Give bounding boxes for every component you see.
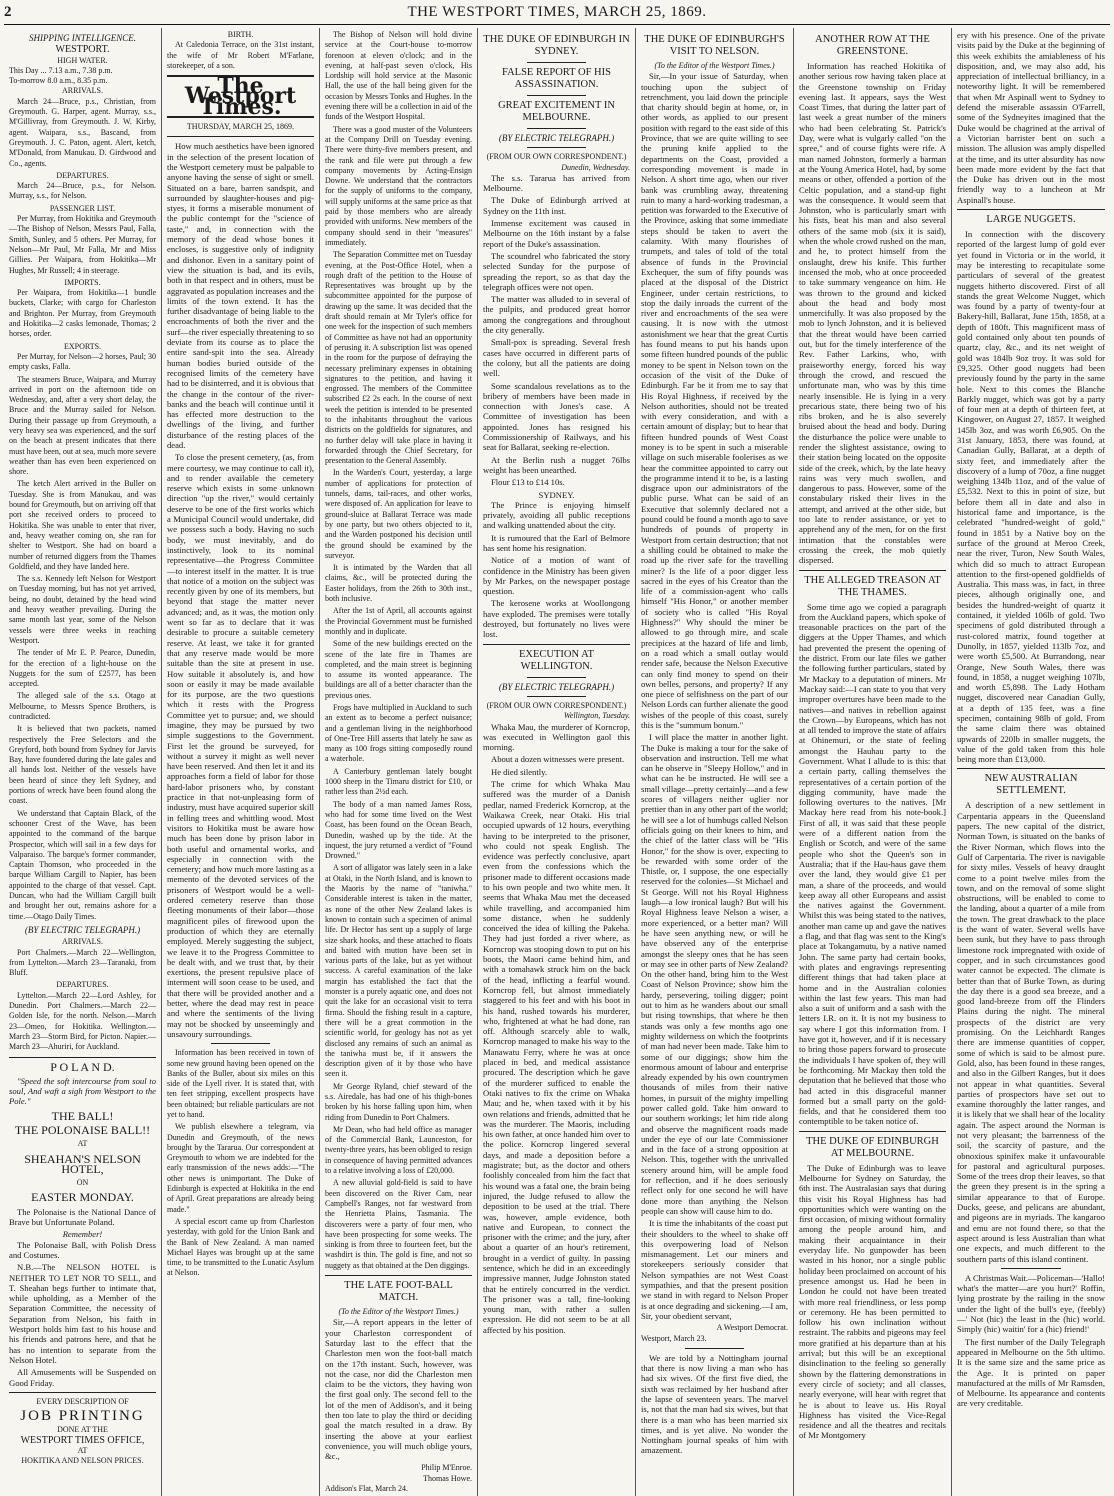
divider <box>527 62 586 63</box>
local-news-3: A special escort came up from Charleston yesterday, with gold for the Union Bank and the Bank of New Zealand. A man named Michael Hayes was brought up at the same time, to be transmitted to the Lunatic Asylum at Nelson. <box>167 1216 314 1278</box>
duke-paragraph-4: The scoundrel who fabricated the story selected Sunday for the purpose of spreading the report, so as that day the telegraph offices were not open. <box>483 250 630 292</box>
duke-nelson-signature: A Westport Democrat. <box>716 1323 788 1333</box>
excitement-heading: GREAT EXCITEMENT IN MELBOURNE. <box>498 100 615 123</box>
port-name: WESTPORT. <box>55 44 110 56</box>
local-news-12: A Canterbury gentleman lately bought 1000 sheep in the Timaru district for £10, or rather less than 2½d each. <box>325 766 472 797</box>
local-news-6: The Separation Committee met on Tuesday evening, at the Post-Office Hotel, when a rough draft of the petition to the House of Representatives was brought up by the subcommittee appointed for the purpose of drawing up the same. It was decided that the draft should remain at Mr Tyler's office for one week for the inspection of such members of Committee as have not had an opportunity of perusing it. A subscription list was opened in the room for the purpose of defraying the necessary preliminary expenses in obtaining signatures to the petition, and having it engrossed. The members of the Committee subscribed £2 2s each. In the course of next week the petition is intended to be presented to the inhabitants throughout the various districts on the goldfields for signatures, and no further delay will take place in having it forwarded through the Chief Secretary, for presentation to the General Assembly. <box>325 250 472 466</box>
local-news-4: The Bishop of Nelson will hold divine service at the Court-house to-morrow forenoon at eleven o'clock; and in the evening, at half-past seven o'clock, His Lordship will hold service at the Masonic Hall, the use of the hall being given for the occasion by Messrs Tonks and Hughes. In the evening there will be a collection in aid of the funds of the Westport Hospital. <box>325 30 472 122</box>
exports-heading: EXPORTS. <box>63 341 102 351</box>
column-5 <box>636 28 794 1496</box>
divider <box>685 1348 744 1349</box>
newspaper-title: THE WESTPORT TIMES, MARCH 25, 1869. <box>407 4 707 20</box>
duke-nelson-paragraph-2: I will place the matter in another light. The Duke is making a tour for the sake of observation and instruction. Tell me what can he observe in "Sleepy Hollow," and in what can he be instructed. He will see a small village—pretty certainly—and a few scores of villagers neither uglier nor prettier than in any other part of the world; he will see a lot of humbugs called Nelson officials going on their knees to him, and the chief of the latter class will be "His Honor," for the show is over, expecting to be rewarded with some order of the Thistle, or, I suppose, the one especially reserved for the colonies—St Michael and St George. Will not his Royal Highness laugh—a low ironical laugh? But will his Royal Highness leave Nelson a wiser, a more experienced, or a better man? Will he have seen anything new, or will he have observed any of the enterprise amongst the sleepy ones that he has seen or may see in other parts of New Zealand? On the other hand, bring him to the West Coast of Nelson Province; show him the hardy, persevering, toiling digger; point out to him as he wanders about our small but rising townships, that where he then stands was only a few months ago one mighty wilderness on which the footprints of man had never been made. Take him to some of our diggings; show him the enormous amount of labour and enterprise already expended by his own countrymen thousands of miles from their native homes, in pursuit of the mighty impelling power called gold. Take him onward to our southern workings; let him ride along and observe the magnificent roads made under the eye of our late Commissioner and in the face of a strong opposition at Nelson. This, together with the unrivalled scenery around him, will be ample food for reflection, and if he does seriously reflect only for one second he will have done more than anything the Nelson people can show will cause him to do. <box>641 732 789 1216</box>
nuggets-paragraph: In connection with the discovery reported of the largest lump of gold ever yet found in Victoria or in the world, it may be interesting to recapitulate some particulars of several of the greatest nuggets hitherto discovered. First of all stands the great Welcome Nugget, which was found by a party of twenty-four at Bakery-hill, Ballarat, June 15th, 1858, at a depth of 180ft. This magnificent mass of gold contained only about ten pounds of quartz, clay, &c., and its net weight of gold was 184lb 9oz troy. It was sold for £9,325. Other good nuggets had been previously found by the party in the same hole. Next to this comes the Blanche Barkly nugget, which was got by a party of four men at a depth of thirteen feet, at Kingower, on August 27, 1857. It weighed 145lb 3oz, and was worth £6,905. On the 31st January, 1853, there was found, at Canadian Gully, Ballarat, at a depth of sixty feet, and immediately after the discovery of a lump of 70oz, a fine nugget weighing 134lb 11oz, and of the value of £5,532. Next to this in point of size, but before them all in date and also in historical fame and importance, is the celebrated "hundred-weight of gold," found in 1851 by a Native boy on the surface of the ground at Meroo Creek, near the river, Turon, New South Wales, which did so much to attract European attention to the first-opened goldfields of Australia. This mass was, in fact, in three pieces, although originally one, and besides the hundred-weight of quartz it contained, it yielded 106lb of gold. Two specimens of gold distributed through a rust-colored matrix, found together at Dunolly, in 1857, yielded 113lb 7oz, and were worth £5,500. At Burrandong, near Orange, New South Wales, there was found, in 1858, a nugget weighing 107lb, and worth £5,898. The Lady Hotham nugget, discovered near Canadian Gully, at a depth of 135 feet, was a fine specimen, containing 98lb of gold. From the same claim there was obtained upwards of 220lb in smaller nuggets, the value of the gold taken from this hole being more than £13,000. <box>957 229 1105 765</box>
imports-heading: IMPORTS. <box>64 277 101 287</box>
job-printing-heading: JOB PRINTING <box>20 1408 145 1425</box>
birth-heading: BIRTH. <box>227 30 254 39</box>
duke-nelson-signature-place: Westport, March 23. <box>641 1333 707 1343</box>
shipping-news-5: The alleged sale of the s.s. Otago at Melbourne, to Messrs Spence Brothers, is contradicted. <box>9 691 156 721</box>
shipping-news-6: It is believed that two packets, named respectively the Free Selectors and the Greyford, both bound from Sydney for Jarvis Bay, have foundered during the late gales and all hands lost. Neither of the vessels have been heard of since they left Sydney, and portions of wreck have been found along the coast. <box>9 724 156 806</box>
greenstone-paragraph: Information has reached Hokitika of another serious row having taken place at the Greenstone township on Friday evening last. It appears, says the West Coast Times, that during the latter part of last week a great number of the miners who had been celebrating St. Patrick's Day, were what is vulgarly called "on the spree," and of course fights were rife. A man named Johnston, formerly a barman at the Young America Hotel, had, by some means or other, offended a portion of the Celtic population, and a stand-up fight was the consequence. It would seem that Johnston, who is particularly smart with his fists, beat his man and also several others of the same mob (six it is said), when the whole crowd rushed on the man, and he, to protect himself from the onslaught, drew his knife. This further incensed the mob, who at once proceeded to take summary vengeance on him. He was thrown to the ground and kicked about the head and body most unmercifully. It was also proposed by the mob to lynch Johnston, and it is believed that the threat would have been carried out, but for the timely interference of the Rev. Father Larkins, who, with praiseworthy energy, forced his way through the crowd, and rescued the unfortunate man, who was by this time nearly insensible. He is lying in a very precarious state, there being two of his ribs broken, and he is also severely bruised about the head and body. During the disturbance the police were unable to render the slightest assistance, owing to their station being located on the opposite side of the creek, which, by the late heavy rains was very much swollen, and dangerous to pass. However, some of the constabulary risked their lives in the attempt, and arrived at the other side, but too late to render assistance, or yet to apprehend any of the men, for on the first intimation that the constables were crossing the creek, the mob quietly dispersed. <box>799 61 946 566</box>
job-line-3: DONE AT THE <box>57 1425 108 1435</box>
execution-correspondent-label: (FROM OUR OWN CORRESPONDENT.) <box>486 700 627 710</box>
editorial-date: THURSDAY, MARCH 25, 1869. <box>186 122 295 132</box>
shipping-news-2: The ketch Alert arrived in the Buller on Tuesday. She is from Manukau, and was bound for Greymouth, but on arriving off that port she received orders to proceed to Hokitika. She was unable to enter that river, and, heavy weather coming on, she ran for shelter to Westport. She had on board a number of returned diggers from the Thames Goldfield, and they have landed here. <box>9 479 156 571</box>
football-heading: THE LATE FOOT-BALL MATCH. <box>344 1280 453 1304</box>
duke-paragraph-6: Small-pox is spreading. Several fresh cases have occurred in different parts of the colony, but all the patients are doing well. <box>483 337 630 379</box>
treason-paragraph: Some time ago we copied a paragraph from the Auckland papers, which spoke of treasonable practices on the part of the diggers at the Upper Thames, and which had prevented the present the opening of the district. From our late files we gather the following further particulars, stated by Mr Mackay to a deputation of miners. Mr Mackay said:—I can state to you that very improper overtures have been made to the natives—and natives in rebellion against the Crown—by Europeans, which has not at all tended to improve the state of affairs at Ohinemuri, or the state of feeling amongst the Hauhau party to the Government. What I allude to is this: that a certain party, calling themselves the representatives of a certain portion of the digging community, have made the following overtures to the natives. [Mr Mackay here read from his note-book.] First of all, it was said that these people were of a different nation from the English or Scotch, and were of the same people who shot the Queen's son in Australia; that if the Hau-haus gave them over the land, they would give £1 per man, a share of the proceeds, and would keep away all other Europeans and assist the natives against the Government. Whilst this was being stated to the natives, another man came up and gave the natives a flag, and that flag was sent to the King's place at Tokangamutu, by a native named John. The same party had certain books, with plates and engravings representing different things that had taken place at home and in the Australian colonies within the last few years. This man had also a suit of uniform and a sash with the letters I.R. on it. It is not my business to say where I got this information from. I have got it, however, and if it is necessary to bring those papers forward to prosecute the individuals I have spoken of, they will be forthcoming. Mr Mackay then told the deputation that he believed that those who had acted in this disgraceful manner formed but a small party on the gold-fields, and that he considered them too contemptible to be taken notice of. <box>799 601 946 1127</box>
amusements-notice: All Amusements will be Suspended on Good Friday. <box>9 1367 156 1388</box>
duke-paragraph-7: Some scandalous revelations as to the bribery of members have been made in connection with Jones's case. A Committee of investigation has been appointed. Jones has resigned his Commissionership of Railways, and his seat for Ballarat, seeking re-election. <box>483 380 630 453</box>
telegraph-heading: (BY ELECTRIC TELEGRAPH.) <box>24 924 141 935</box>
tel-arrivals-heading: ARRIVALS. <box>62 937 103 947</box>
divider <box>527 128 586 129</box>
local-news-7: In the Warden's Court, yesterday, a large number of applications for protection of tunnels, dams, tail-races, and other works, were disposed of. An application for leave to ground-sluice at Ballarat Terrace was made by one party, but two others objected to it, and the Warden postponed his decision until the ground should be examined by the surveyor. <box>325 468 472 560</box>
football-subheading: (To the Editor of the Westport Times.) <box>338 1307 459 1317</box>
ball-text: The Polonaise is the National Dance of Brave but Unfortunate Poland. <box>9 1206 156 1228</box>
sydney-paragraph-4: The kerosene works at Woollongong have exploded. The premises were totally destroyed, but fortunately no lives were lost. <box>483 598 630 640</box>
sydney-paragraph-2: It is rumoured that the Earl of Belmore has sent home his resignation. <box>483 532 630 553</box>
divider <box>1001 1268 1060 1269</box>
column-2 <box>162 28 320 1496</box>
editorial-flag: The Westport Times. <box>184 73 297 120</box>
poland-heading: P O L A N D. <box>50 1059 115 1074</box>
false-report-heading: FALSE REPORT OF HIS ASSASSINATION. <box>502 67 611 90</box>
correspondent-label: (FROM OUR OWN CORRESPONDENT.) <box>486 152 627 162</box>
tel-arrivals-text: Port Chalmers.—March 22—Wellington, from Lyttelton.—March 23—Taranaki, from Bluff. <box>9 947 156 978</box>
tides-today: This Day ... 7.13 a.m., 7.38 p.m. <box>9 65 113 75</box>
execution-paragraph-3: He died silently. <box>491 766 548 777</box>
shipping-news-7: We understand that Captain Black, of the schooner Crest of the Wave, has been appointed to the command of the barque Prospector, which will sail in a few days for Valparaiso. The barque's former commander, Captain Thomson, who proceeded in the barque William Cargill to Napier, has been appointed to the charge of that vessel. Capt. Duncan, who had the William Cargill built and brought her out, remains ashore for a time.—Otago Daily Times. <box>9 808 156 921</box>
football-signature-1: Philip M'Enroe. <box>421 1463 472 1473</box>
greenstone-heading: ANOTHER ROW AT THE GREENSTONE. <box>815 34 930 57</box>
local-news-14: A sort of alligator was lately seen in a lake at Otaki, in the North Island, and is known to the Maoris by the name of "taniwha." Considerable interest is taken in the matter, as none of the other New Zealand lakes is known to contain such a specimen of animal life. Dr Hector has sent up a supply of large size shark hooks, and these attached to floats and baited with mutton have been set in various parts of the lake, but as yet without success. A careful examination of the lake margin has established the fact that the monster is a purely aquatic one, and does not quit the lake for an occasional visit to terra firma. Should the fishing result in a capture, there will be a great commotion in the scientific world, for geology has not as yet disclosed any remains of such an animal as the taniwha must be, if it answers the description given of it by those who have seen it. <box>325 863 472 1079</box>
local-news-9: After the 1st of April, all accounts against the Provincial Government must be furnished monthly and in duplicate. <box>325 606 472 636</box>
divider <box>527 677 586 678</box>
masthead-rule <box>4 24 1110 25</box>
duke-nelson-paragraph-3: It is time the inhabitants of the coast put their shoulders to the wheel to shake off this overpowering load of Nelson mismanagement. Let our miners and storekeepers seriously consider that Nelson sympathies are not West Coast sympathies, and that the present position we stand in with regard to Nelson Proper is at once degrading and sickening.—I am, Sir, your obedient servant, <box>641 1218 789 1321</box>
divider <box>167 136 314 137</box>
duke-nelson-paragraph-1: Sir,—In your issue of Saturday, when touching upon the subject of retrenchment, you laid down the principle that charity should begin at home, or, in other words, as applied to our present position with regard to the east side of this Province, that we are quite willing to see the pruning knife applied to the departments on the Coast, provided a corresponding movement is made in Nelson. A short time ago, when our river bank was crumbling away, threatening ruin to many a hard-working tradesman, a petition was forwarded to the Executive of the Province, asking that some immediate steps should be taken to avert the calamity. With many flourishes of trumpets, and tales of told of the total absence of funds in the Provincial Exchequer, the sum of fifty pounds was placed at the disposal of the District Engineer, under certain restrictions, to stop the daily inroads the current of the river and encroachments of the sea were causing. It is now with the utmost astonishment we hear that the great Curtis has found means to put his hands upon some fifteen hundred pounds of the public money to be spent in Nelson town on the occasion of the visit of the Duke of Edinburgh. Far be it from me to say that His Royal Highness, if received by the Nelson authorities, should not be treated with every consideration, and with a certain amount of display; but to hear that fifteen hundred pounds of West Coast money is to be spent in such a miserable village on such miserable foolerises as we hear the committee appointed to carry out the programme intend it to be, is a lasting disgrace upon our administrators of the public purse. What can be said of an Executive that solemnly declared not a pound could be found a month ago to save hundreds of pounds of property in Westport from certain destruction; that not a shilling could be obtained to make the road up the river safe for the travelling miner? Is the life of a poor digger less sacred in the eyes of his Creator than the life of a commission-agent who calls himself "His Honor," or another member of society who is called "His Royal Highness?" Why should the miner be allowed to go through mire, and scale precipices at the hazard of life and limb, on a road which a small outlay would render safe, because the Nelson Executive can only find money to spend on their own belles, persons, and property? If any one piece of selfishness on the part of our Nelson Lords can further alienate the good wishes of the people of this coast, surely this is the "summum bonum." <box>641 71 788 730</box>
shipping-news-1: The steamers Bruce, Waipara, and Murray arrived in port on the afternoon tide on Wednesday, and, after a very short delay, the Bruce and the Murray sailed for Nelson. During their passage up from Greymouth, a very heavy sea was experienced, and the surf on the beach at present indicates that there must have been, out at sea, much more severe weather than has even been experienced on shore. <box>9 374 156 477</box>
tides-heading: HIGH WATER. <box>57 55 108 65</box>
settlement-heading: NEW AUSTRALIAN SETTLEMENT. <box>984 773 1078 797</box>
tel-departures-text: Lyttelton.—March 22—Lord Ashley, for Dunedin. Port Chalmers.—March 22—Golden Isle, for the north. Nelson.—March 23—Omeo, for Hokitika. Wellington.—March 23—Storm Bird, for Picton. Napier.—March 23—Ahuriri, for Auckland. <box>9 990 156 1052</box>
football-signature-2: Thomas Howe. <box>423 1473 472 1483</box>
birth-text: At Caledonia Terrace, on the 31st instant, the wife of Mr Robert M'Farlane, storekeeper, of a son. <box>167 40 314 70</box>
local-news-1: Information has been received in town of some new ground having been opened on the Banks of the Buller, about six miles on this side of the Lyell river. It is stated that, with ten feet stripping, excellent prospects have been obtained; but reliable particulars are not yet to hand. <box>167 1048 314 1119</box>
local-news-11: Frogs have multiplied in Auckland to such an extent as to become a perfect nuisance; and a gentleman living in the neighborhood of One-Tree Hill asserts that lately he saw as many as 100 frogs sitting composedly round a waterhole. <box>325 703 472 764</box>
ball-on: ON <box>76 1178 89 1188</box>
six-wives-paragraph: We are told by a Nottingham journal that there is now living a man who has had six wives. Of the first five died, the sixth was reclaimed by her husband after the lapse of seventeen years. The marvel is, not that the man had six wives, but that there is a man who has been married six times, and is yet alive. No wonder the Nottingham journal speaks of him with amazement. <box>641 1352 788 1456</box>
football-letter: Sir,—A report appears in the letter of your Charleston correspondent of Saturday last to the effect that the Charleston men won the foot-ball match on the 17th instant. Such, however, was not the case, nor did the Charleston men claim to be the victors, they having won the first goal only. The second fell to the lot of the men of Addison's, and it being then too late to play the third or deciding goal the match resulted in a draw. By inserting the above at your earliest convenience, you will much oblige yours, &c., <box>325 1317 472 1462</box>
remember-text: The Polonaise Ball, with Polish Dress and Costumes. <box>9 1239 156 1260</box>
easter-monday: EASTER MONDAY. <box>31 1190 134 1205</box>
job-line-5: AT <box>77 1446 88 1455</box>
sydney-heading: SYDNEY. <box>538 489 575 500</box>
execution-paragraph-4: The crime for which Whaka Mau suffered was the murder of a Danish pedlar, named Frederick Korncrop, at the Waikawa Creek, near Otaki. His trial occupied upwards of 12 hours, everything having to be interpreted to the prisoner, who could not speak English. The evidence was perfectly conclusive, apart even from the confessions which the prisoner made to different occasions made to his own people and two white men. It seems that Whaka Mau met the deceased while travelling, and accompanied him some distance, when he suddenly conceived the idea of killing the Pakeha. They had just forded a river where, as Korncrop was stooping down to put on his boots, the Maori came behind him, and with a tomahawk struck him on the back of the head, inflicting a fearful wound. Korncrop fell, but almost immediately staggered to his feet and with his boot in his hand, rushed towards his murderer, who, frightened at what he had done, ran off. Although scarcely able to walk, Korncrop managed to make his way to the Manawatu Ferry, where he was at once placed in bed, and medical assistance procured. The description which he gave of the murderer sufficed to enable the Otaki natives to fix the crime on Whaka Mau; and he, when taxed with it by his own relations and friends, admitted that he was the murderer. The Maoris, including his own father, at once handed him over to the police. Korncrop lingered several days, and made a deposition before a magistrate; but, as the doctor and others foolishly concealed from him the fact that his wound was a fatal one, the brain being injured, the Judge refused to allow the deposition to be used at the trial. There was, however, ample evidence, both native and European, to connect the prisoner with the crime; and the jury, after about a quarter of an hour's retirement, brought in a verdict of guilty. In passing sentence, which he did in an exceedingly impressive manner, Judge Johnston stated that he entirely concurred in the verdict. The prisoner was a tall, fine-looking young man, with rather a sullen expression. He did not seem to be at all affected by his position. <box>483 779 630 1335</box>
execution-dateline: Wellington, Tuesday. <box>563 711 630 721</box>
tides-tomorrow: To-morrow 8.0 a.m., 8.35 p.m. <box>9 76 108 86</box>
passenger-text: Per Murray, from Hokitika and Greymouth—The Bishop of Nelson, Messrs Paul, Falla, Smith, Sunley, and 5 others. Per Murray, for Nelson—Mr Paul, Mr Falla, Mr and Miss Gillies. Per Waipara, from Hokitika—Mr Hughes, Mr Russell; 4 in steerage. <box>9 214 156 275</box>
christmas-wait-paragraph: A Christmas Wait.—Policeman—'Hallo! what's the matter—are you hurt?' Roffin, lying prostrate by the railing in the snow under the light of the bull's eye, (feebly)—' Not (hic) the least in the (hic) world. Simply (hic) waitin' for a (hic) friend!' <box>957 1272 1105 1335</box>
execution-heading: EXECUTION AT WELLINGTON. <box>519 648 594 672</box>
divider <box>483 644 630 645</box>
poland-quote: "Speed the soft intercourse from soul to soul, And waft a sigh from Westport to the Pole." <box>9 1075 156 1107</box>
ball-at: AT <box>77 1139 88 1149</box>
column-1 <box>4 28 162 1496</box>
column-4 <box>478 28 636 1496</box>
duke-paragraph-8: At the Berlin rush a nugget 76lbs weight has been unearthed. <box>483 454 630 475</box>
exports-text: Per Murray, for Nelson—2 horses, Paul; 30 empty casks, Falla. <box>9 351 157 372</box>
treason-heading: THE ALLEGED TREASON AT THE THAMES. <box>804 574 941 598</box>
job-office: WESTPORT TIMES OFFICE, <box>20 1434 145 1446</box>
arrivals-text: March 24—Bruce, p.s., Christian, from Greymouth. G. Harper, agent. Murray, s.s., M'Gillivray, from Greymouth. J. W. Kirby, agent. Waipara, s.s., Bascand, from Greymouth. J. C. Paton, agent. Alert, ketch, M'Donald, from Manukau. D. Girdwood and Co., agents. <box>9 96 156 168</box>
departures-heading: DEPARTURES. <box>56 170 109 180</box>
imports-text: Per Waipara, from Hokitika—1 bundle buckets, Clarke; with cargo for Charleston and Brighton. Per Murray, from Greymouth and Hokitika—2 casks lemonade, Thomas; 2 horses, order. <box>9 288 156 339</box>
duke-nelson-subheading: (To the Editor of the Westport Times.) <box>654 61 775 70</box>
divider <box>957 209 1105 210</box>
dateline: Dunedin, Wednesday. <box>561 162 630 172</box>
passenger-heading: PASSENGER LIST. <box>49 203 116 213</box>
divider <box>9 1392 156 1393</box>
local-news-13: The body of a man named James Ross, who had for some time lived on the West Coast, has been found on the Ocean Beach, Dunedin, washed up by the tide. At the inquest, the jury returned a verdict of "Found Drowned." <box>325 799 472 861</box>
settlement-paragraph: A description of a new settlement in Carpentaria appears in the Queensland papers. The new capital of the district, Norman Town, is situated on the banks of the River Norman, which flows into the Gulf of Carpentaria. The river is navigable for sixty miles. Vessels of heavy draught come to a point twelve miles from the town, and on the removal of some slight obstructions, will be enabled to come to the landing, about a quarter of a mile from the town. The great drawback to the place is the want of water. Several wells have been sunk, but they have to pass through limestone rock impregnated with oxide of copper, and in such circumstances good water cannot be expected. The climate is better than that of Burke Town, as during the day there is a good sea breeze, and a good land-breeze from off the Flinders Plains during the night. The mineral prospects of the district are very promising. On the Leichhardt Ranges there are immense quantities of copper, some of which is said to be almost pure. Gold, also, has been found in these ranges, and also in the Gilbert Ranges, but it does not appear in what quantities. Several parties of prospectors have set out to examine thoroughly the latter ranges, and it is likely that we shall hear of the locality again. The aspect around the Norman is not very pleasant; the barrenness of the soil, the scarcity of pasture, and the obnoxious spinifex make it unfavourable for pastoral and agricultural purposes. Some of the trees drop their leaves, so that the green they present is in the spring a similar appearance to that of Europe. Ducks, geese, and pelicans are abundant, and pigeons are in myriads. The kangaroo and emu are not found there, so that the aspect around is less Australian than what one expects, and much different to the southern parts of this island continent. <box>957 800 1105 1264</box>
duke-melbourne-continued: ery with his presence. One of the private visits paid by the Duke at the beginning of this week exhibits the amiableness of his disposition, and, we may also add, his appreciation of intellectual brilliancy, in a noteworthy light. It will be remembered that when Mr Aspinall went to Sydney to defend the miserable assassin O'Farrell, some of the Sydneyites imagined that the Duke would be chagrined at the arrival of a Victorian barrister bent on such a mission. The allusion was amply dispelled at the time, and its utter absurdity has now been made more evident by the fact that the Duke has driven out in the most friendly way to a luncheon at Mr Aspinall's house. <box>957 30 1105 205</box>
divider <box>527 147 586 148</box>
execution-telegraph-label: (BY ELECTRIC TELEGRAPH.) <box>498 681 615 692</box>
tel-departures-heading: DEPARTURES. <box>56 980 109 990</box>
ball-heading: THE BALL! <box>51 1108 114 1123</box>
sydney-paragraph-3: Notice of a motion of want of confidence in the Ministry has been given by Mr Parkes, on the newspaper postage question. <box>483 555 630 597</box>
editorial-paragraph-2: To close the present cemetery, (as, from mere courtesy, we may continue to call it), and to render available the cemetery reserve which exists in some unknown direction "up the river," would certainly deserve to be one of the first works which a Municipal Council would undertake, did we possess such a body. Having no such body, we must inevitably, and do instinctively, look to its nominal representative—the Progress Committee —to interest itself in the matter. It is true that notice of a motion on the subject was recently given by one of its members, but beyond that stage the matter never advanced; and, as it was, the motion only went so far as to declare that it was desirable to procure a suitable cemetery reserve. At least, we take it for granted that any reserve made would be more suitable than the site at present in use. How suitable it absolutely is, and how soon or easily it may be made available for its purpose, are the two questions which it rests with the Progress Committee yet to pursue; and, we should imagine, they may be pursued by two simple suggestions to the Government. First let the ground be surveyed, for without a survey it might as well never have been reserved. And then let it and its approaches form a field of labor for those hard-labor prisoners who, by constant practice in that not-unpleasing form of industry, must have acquired superior skill in felling trees and whittling wood. Most visitors to Hokitika must be aware how much has been done by prison labor in both useful and ornamental works, and especially in connection with the cemetery; and how much more lasting as a memento of the devoted services of the prisoners of Westport would be a well-ordered cemetery reserve than those fleeting monuments of their labor—those magnificent piles of firewood upon the production of which they are eternally employed. Merely suggesting the subject, we leave it to the Progress Committee to be dealt with, and we trust that, by their exertions, the present repulsive place of interment will soon cease to be used, and that there will be provided another and a better, where the dead may rest in peace and where the sentiments of the living may not be shocked by unseemingly and unsavoury surroundings. <box>167 452 314 1039</box>
departures-text: March 24—Bruce, p.s., for Nelson. Murray, s.s., for Nelson. <box>9 181 156 201</box>
masthead <box>0 4 1114 26</box>
duke-paragraph-9: Flour £13 to £14 10s. <box>491 477 565 488</box>
local-news-5: There was a good muster of the Volunteers at the Company Drill on Tuesday evening. There were thirty-five members present, and the rank and file were put through a few company movements by Acting-Ensign Downe. We understand that the contractors for the supply of uniforms to the company, will supply uniforms at the same price as that paid by those members who are already provided with uniforms. New members of the company should send in their "measures" immediately. <box>325 124 472 247</box>
execution-paragraph-2: About a dozen witnesses were present. <box>491 754 625 765</box>
daily-telegraph-paragraph: The first number of the Daily Telegraph appeared in Melbourne on the 5th ultimo. It is the same size and the same price as the Age. It is printed on paper manufactured at the mills of Mr Ramsden, of Melbourne. Its appearance and contents are very creditable. <box>957 1336 1105 1409</box>
editorial-paragraph-1: How much aesthetics have been ignored in the selection of the present location of the Westport cemetery must be palpable to anyone having the sense of sight or smell. Situated on a bare, barren sandspit, and surrounded by slaughter-houses and pig-styes, it forms a miserable monument of the public contempt for the "science of taste," and, in connection with the memory of the dead whose bones it encloses, is suggestive only of indignity and dishonor. Even in a sanitary point of view the situation is bad, and its evils, both in that respect and in others, must be aggravated as population increases and the limits of the town extend. It has the further disadvantage of being liable to the encroachments of both the river and the surf—the river especially threatening to so deviate from its course as to place the entire sand-spit into the sea. Already human bodies buried outside of the recognised limits of the cemetery have had to be disinterred, and it is obvious that the change in the contour of the river-banks and the beach will continue until it has effected more destruction to the dwellings of the living, and further disturbance of the resting places of the dead. <box>167 141 314 450</box>
telegraph-label: (BY ELECTRIC TELEGRAPH.) <box>498 133 615 143</box>
local-news-10: Some of the new buildings erected on the scene of the late fire in Thames are completed, and the main street is beginning to assume its wonted appearance. The buildings are all of a better character than the previous ones. <box>325 639 472 700</box>
divider <box>325 1275 472 1276</box>
duke-melbourne-paragraph: The Duke of Edinburgh was to leave Melbourne for Sydney on Saturday, the 6th inst. The Australasian says that during this visit his Royal Highness has had opportunities which were wanting on the first occasion, of mixing without formality among the people around him, and making their acquaintance in their everyday life. No gunpowder has been wasted in his honor, nor a single public holiday been proclaimed on account of his presence amongst us. Had he been in London he could not have been treated with more real friendliness, or less pomp or ceremony. He has been permitted to follow his own inclination without restraint. The rabbits and pigeons may feel more gratified at his departure than at his arrival; but this will be an exceptional disinclination to the feeling so generally shown by the flattering demonstrations in every circle of society; and all classes, nearly everyone, will hear with regret that he is about to leave us. His Royal Highness has visited the Vice-Regal residence and all the theatres and recitals of Mr Montgomery <box>799 1162 946 1441</box>
nelson-hotel-notice: N.B.—The NELSON HOTEL is NEITHER TO LET NOR TO SELL, and T. Sheahan begs further to intimate that, while upholding, as a Member of the Separation Committee, the necessity of Separation from Nelson, his faith in Westport holds him fast to his house and his friends and patrons here, and that he has no intention to separate from the Nelson Hotel. <box>9 1262 156 1365</box>
polonaise-heading: THE POLONAISE BALL!! <box>14 1122 151 1137</box>
duke-paragraph-3: Immense excitement was caused in Melbourne on the 16th instant by a false report of the Duke's assassination. <box>483 218 630 249</box>
duke-paragraph-5: The matter was alluded to in several of the pulpits, and produced great horror among the congregations and throughout the city generally. <box>483 294 630 336</box>
columns <box>4 28 1110 1494</box>
local-news-2: We publish elsewhere a telegram, via Dunedin and Greymouth, of the news brought by the Tararua. Our correspondent at Greymouth to whom we are indebted for the early transmission of the news adds:—"The other news is unimportant. The Duke of Edinburgh is expected at Hokitika in the end of April. Great preparations are already being made." <box>167 1122 314 1214</box>
divider <box>799 1131 946 1132</box>
shipping-news-4: The tender of Mr E. P. Pearce, Dunedin, for the erection of a light-house on the Nuggets for the sum of £2577, has been accepted. <box>9 648 156 689</box>
hotel-name: SHEAHAN'S NELSON HOTEL, <box>24 1151 141 1176</box>
duke-paragraph-1: The s.s. Tararua has arrived from Melbourne. <box>483 172 630 194</box>
football-signature-place: Addison's Flat, March 24. <box>325 1484 408 1494</box>
divider <box>799 570 946 571</box>
local-news-16: Mr Dean, who had held office as manager of the Commercial Bank, Launceston, for twenty-three years, has been obliged to resign in consequence of having permitted advances to a relative involving a loss of £20,000. <box>325 1124 472 1176</box>
divider <box>527 95 586 96</box>
divider <box>527 696 586 697</box>
page-number: 2 <box>4 4 12 20</box>
nuggets-heading: LARGE NUGGETS. <box>986 214 1076 226</box>
execution-paragraph-1: Whaka Mau, the murderer of Korncrop, was executed in Wellington gaol this morning. <box>483 721 630 753</box>
job-line-1: EVERY DESCRIPTION OF <box>36 1396 129 1406</box>
remember-label: Remember! <box>62 1229 103 1240</box>
duke-melbourne-heading: THE DUKE OF EDINBURGH AT MELBOURNE. <box>806 1135 939 1159</box>
duke-sydney-heading: THE DUKE OF EDINBURGH IN SYDNEY. <box>483 34 630 57</box>
sydney-paragraph-1: The Prince is enjoying himself privately, avoiding all public receptions and walking unattended about the city. <box>483 499 630 531</box>
column-3 <box>320 28 478 1496</box>
column-6 <box>794 28 952 1496</box>
divider <box>9 1057 156 1058</box>
shipping-news-3: The s.s. Kennedy left Nelson for Westport on Tuesday morning, but has not yet arrived, being, no doubt, detained by the head wind and heavy weather prevailing. During the same month last year, some of the Nelson vessels were three weeks in reaching Westport. <box>9 574 156 645</box>
duke-paragraph-2: The Duke of Edinburgh arrived at Sydney on the 11th inst. <box>483 195 630 216</box>
arrivals-heading: ARRIVALS. <box>62 86 103 96</box>
divider <box>957 768 1105 769</box>
column-7 <box>952 28 1110 1496</box>
shipping-heading: SHIPPING INTELLIGENCE. <box>28 33 136 43</box>
divider <box>211 1043 270 1044</box>
job-prices: HOKITIKA AND NELSON PRICES. <box>21 1456 144 1466</box>
local-news-8: It is intimated by the Warden that all claims, &c., will be protected during the Easter holidays, from the 26th to 30th inst., both inclusive. <box>325 563 472 604</box>
local-news-17: A new alluvial gold-field is said to have been discovered on the River Cam, near Campbell's Ranges, not far westward from the Henrietta Plains, Tasmania. The discoverers were a party of four men, who have been prospecting for some weeks. The sinking is from three to fourteen feet, but the washdirt is thin. The gold is fine, and not so nuggety as that obtained at the Den diggings. <box>325 1178 472 1270</box>
local-news-15: Mr George Ryland, chief steward of the s.s. Airedale, has had one of his thigh-bones broken by his horse falling upon him, when riding from Dunedin to Port Chalmers. <box>325 1081 472 1122</box>
duke-nelson-heading: THE DUKE OF EDINBURGH'S VISIT TO NELSON. <box>644 34 785 57</box>
